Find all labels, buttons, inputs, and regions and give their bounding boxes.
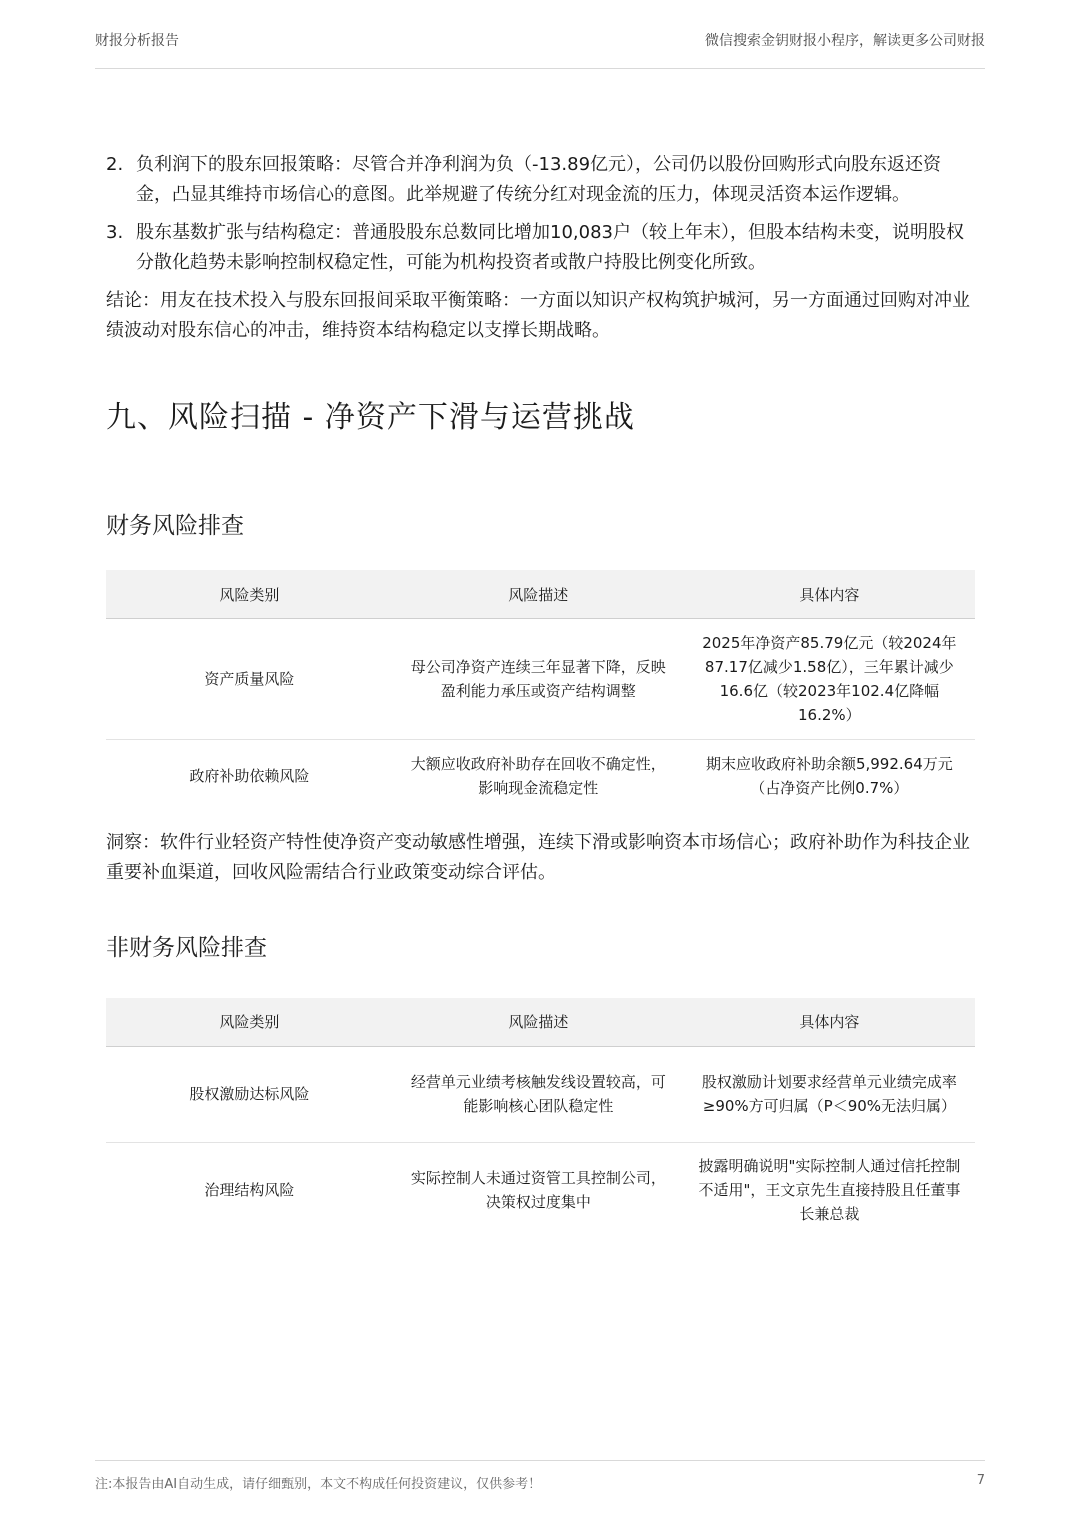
table-cell: 治理结构风险 bbox=[204, 1181, 295, 1200]
table-cell: 股权激励达标风险 bbox=[106, 1046, 393, 1142]
list-text: 负利润下的股东回报策略：尽管合并净利润为负（-13.89亿元），公司仍以股份回购形式向股东返还资金，凸显其维持市场信心的意图。此举规避了传统分红对现金流的压力，体现灵活资本运作逻辑。 bbox=[136, 154, 942, 205]
table-cell: 政府补助依赖风险 bbox=[189, 766, 310, 785]
column-header: 风险描述 bbox=[393, 998, 684, 1047]
table-cell: 期末应收政府补助余额5,992.64万元（占净资产比例0.7%） bbox=[705, 754, 953, 797]
table-cell: 实际控制人未通过资管工具控制公司，决策权过度集中 bbox=[410, 1169, 666, 1212]
table-cell: 经营单元业绩考核触发线设置较高，可能影响核心团队稳定性 bbox=[393, 1046, 684, 1142]
table-row bbox=[106, 619, 975, 740]
footer-disclaimer: 注:本报告由AI自动生成，请仔细甄别，本文不构成任何投资建议，仅供参考！ bbox=[95, 1477, 542, 1492]
table-cell: 资产质量风险 bbox=[106, 619, 393, 740]
table-cell: 大额应收政府补助存在回收不确定性，影响现金流稳定性 bbox=[410, 754, 666, 797]
header-title: 财报分析报告 bbox=[95, 33, 179, 49]
table-row bbox=[106, 1142, 975, 1238]
table-cell: 披露明确说明"实际控制人通过信托控制不适用"，王文京先生直接持股且任董事长兼总裁 bbox=[698, 1157, 961, 1224]
column-header: 风险类别 bbox=[106, 570, 393, 619]
page-footer bbox=[95, 1460, 985, 1492]
column-header: 具体内容 bbox=[684, 998, 975, 1047]
list-item bbox=[106, 218, 976, 278]
financial-risk-title: 财务风险排查 bbox=[106, 513, 244, 539]
table-header-row bbox=[106, 998, 975, 1047]
table-header-row bbox=[106, 570, 975, 619]
table-row bbox=[106, 740, 975, 812]
financial-risk-table bbox=[106, 570, 975, 812]
numbered-list bbox=[106, 150, 976, 278]
nonfinancial-risk-table bbox=[106, 998, 975, 1239]
page-header bbox=[95, 28, 985, 69]
table-cell: 母公司净资产连续三年显著下降，反映盈利能力承压或资产结构调整 bbox=[393, 619, 684, 740]
header-promo: 微信搜索金钥财报小程序，解读更多公司财报 bbox=[705, 33, 985, 49]
section-title: 九、风险扫描 - 净资产下滑与运营挑战 bbox=[106, 400, 635, 435]
column-header: 风险类别 bbox=[106, 998, 393, 1047]
page-number: 7 bbox=[976, 1473, 985, 1488]
table-cell: 股权激励计划要求经营单元业绩完成率≥90%方可归属（P＜90%无法归属） bbox=[684, 1046, 975, 1142]
insight-paragraph: 洞察：软件行业轻资产特性使净资产变动敏感性增强，连续下滑或影响资本市场信心；政府补助作为科技企业重要补血渠道，回收风险需结合行业政策变动综合评估。 bbox=[106, 831, 970, 883]
table-row bbox=[106, 1046, 975, 1142]
list-text: 股东基数扩张与结构稳定：普通股股东总数同比增加10,083户（较上年末），但股本结构未变，说明股权分散化趋势未影响控制权稳定性，可能为机构投资者或散户持股比例变化所致。 bbox=[136, 222, 964, 273]
nonfinancial-risk-title: 非财务风险排查 bbox=[106, 934, 267, 961]
column-header: 具体内容 bbox=[684, 570, 975, 619]
conclusion-paragraph: 结论：用友在技术投入与股东回报间采取平衡策略：一方面以知识产权构筑护城河，另一方面通过回购对冲业绩波动对股东信心的冲击，维持资本结构稳定以支撑长期战略。 bbox=[106, 290, 970, 341]
list-number: 3. bbox=[106, 222, 124, 243]
main-content bbox=[106, 150, 976, 1238]
list-number: 2. bbox=[106, 154, 124, 175]
list-item bbox=[106, 150, 976, 210]
column-header: 风险描述 bbox=[393, 570, 684, 619]
table-cell: 2025年净资产85.79亿元（较2024年87.17亿减少1.58亿），三年累计减少16.6亿（较2023年102.4亿降幅16.2%） bbox=[684, 619, 975, 740]
